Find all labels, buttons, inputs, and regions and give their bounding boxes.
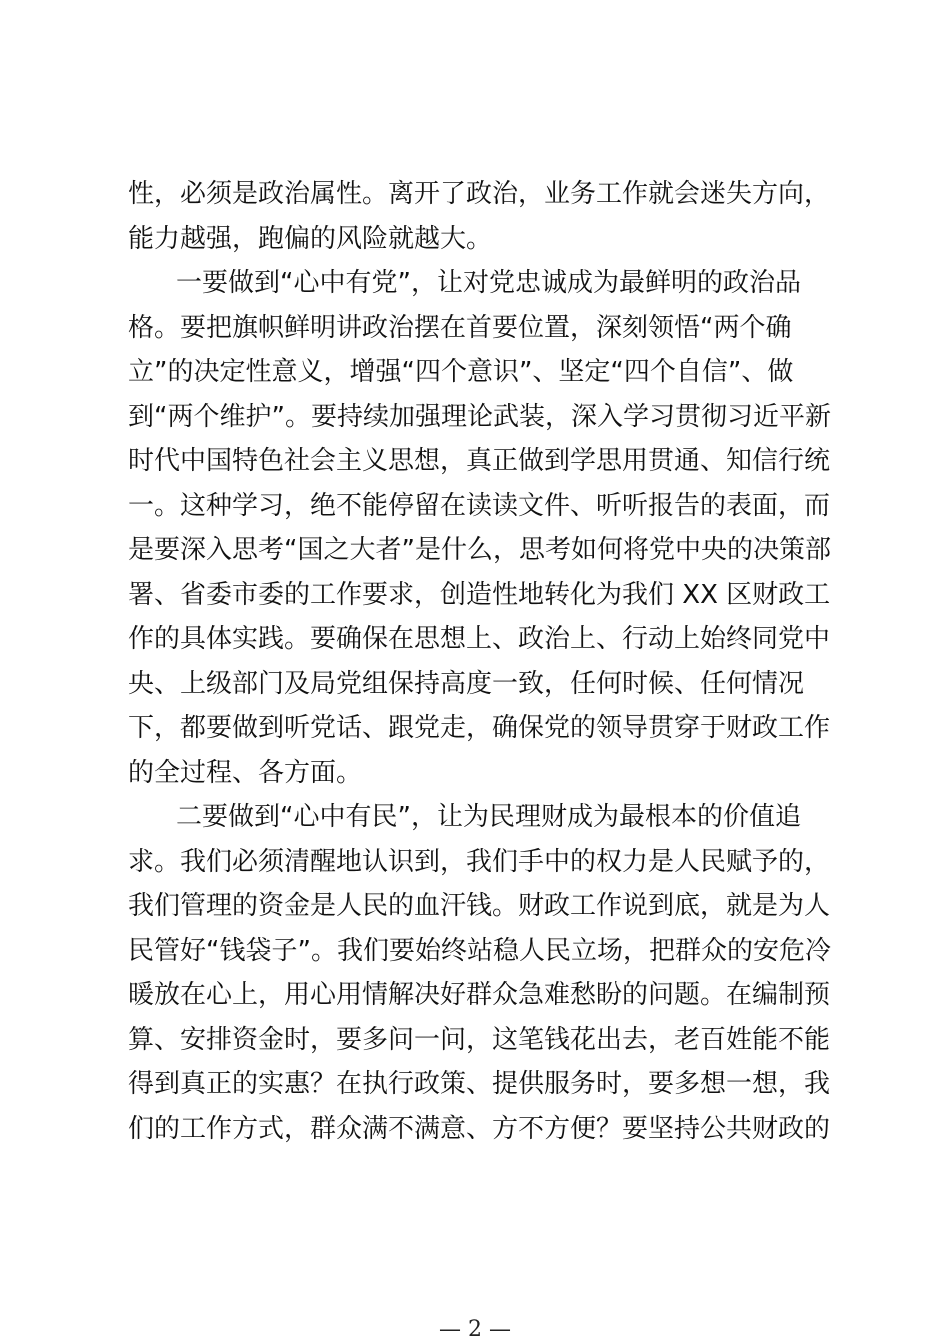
text-line: 暖放在心上，用心用情解决好群众急难愁盼的问题。在编制预 bbox=[128, 980, 831, 1010]
text-line: 立”的决定性意义，增强“四个意识”、坚定“四个自信”、做 bbox=[128, 357, 794, 387]
text-line: 是要深入思考“国之大者”是什么，思考如何将党中央的决策部 bbox=[128, 535, 831, 565]
text-line: 一。这种学习，绝不能停留在读读文件、听听报告的表面，而 bbox=[128, 490, 831, 521]
text-line: 作的具体实践。要确保在思想上、政治上、行动上始终同党中 bbox=[128, 624, 831, 654]
text-line: 民管好“钱袋子”。我们要始终站稳人民立场，把群众的安危冷 bbox=[128, 935, 831, 966]
text-line: 央、上级部门及局党组保持高度一致，任何时候、任何情况 bbox=[128, 668, 805, 699]
text-line: 得到真正的实惠？在执行政策、提供服务时，要多想一想，我 bbox=[128, 1069, 831, 1099]
text-line: 求。我们必须清醒地认识到，我们手中的权力是人民赋予的， bbox=[128, 846, 831, 877]
text-line: 格。要把旗帜鲜明讲政治摆在首要位置，深刻领悟“两个确 bbox=[128, 312, 792, 343]
text-line: 署、省委市委的工作要求，创造性地转化为我们 XX 区财政工 bbox=[128, 579, 831, 610]
text-line: 下，都要做到听党话、跟党走，确保党的领导贯穿于财政工作 bbox=[128, 713, 831, 743]
text-line: 们的工作方式，群众满不满意、方不方便？要坚持公共财政的 bbox=[128, 1113, 831, 1144]
paragraph-start-line: 二要做到“心中有民”，让为民理财成为最根本的价值追 bbox=[176, 802, 801, 832]
body-text bbox=[128, 172, 831, 1151]
paragraph-start-line: 一要做到“心中有党”，让对党忠诚成为最鲜明的政治品 bbox=[176, 268, 801, 298]
text-line: 性，必须是政治属性。离开了政治，业务工作就会迷失方向， bbox=[128, 179, 831, 209]
text-line: 的全过程、各方面。 bbox=[128, 757, 363, 788]
text-line: 到“两个维护”。要持续加强理论武装，深入学习贯彻习近平新 bbox=[128, 401, 831, 432]
text-line: 我们管理的资金是人民的血汗钱。财政工作说到底，就是为人 bbox=[128, 891, 831, 921]
text-line: 算、安排资金时，要多问一问，这笔钱花出去，老百姓能不能 bbox=[128, 1024, 831, 1055]
page-number: — 2 — bbox=[439, 1317, 511, 1342]
text-line: 能力越强，跑偏的风险就越大。 bbox=[128, 223, 493, 254]
text-line: 时代中国特色社会主义思想，真正做到学思用贯通、知信行统 bbox=[128, 446, 831, 476]
